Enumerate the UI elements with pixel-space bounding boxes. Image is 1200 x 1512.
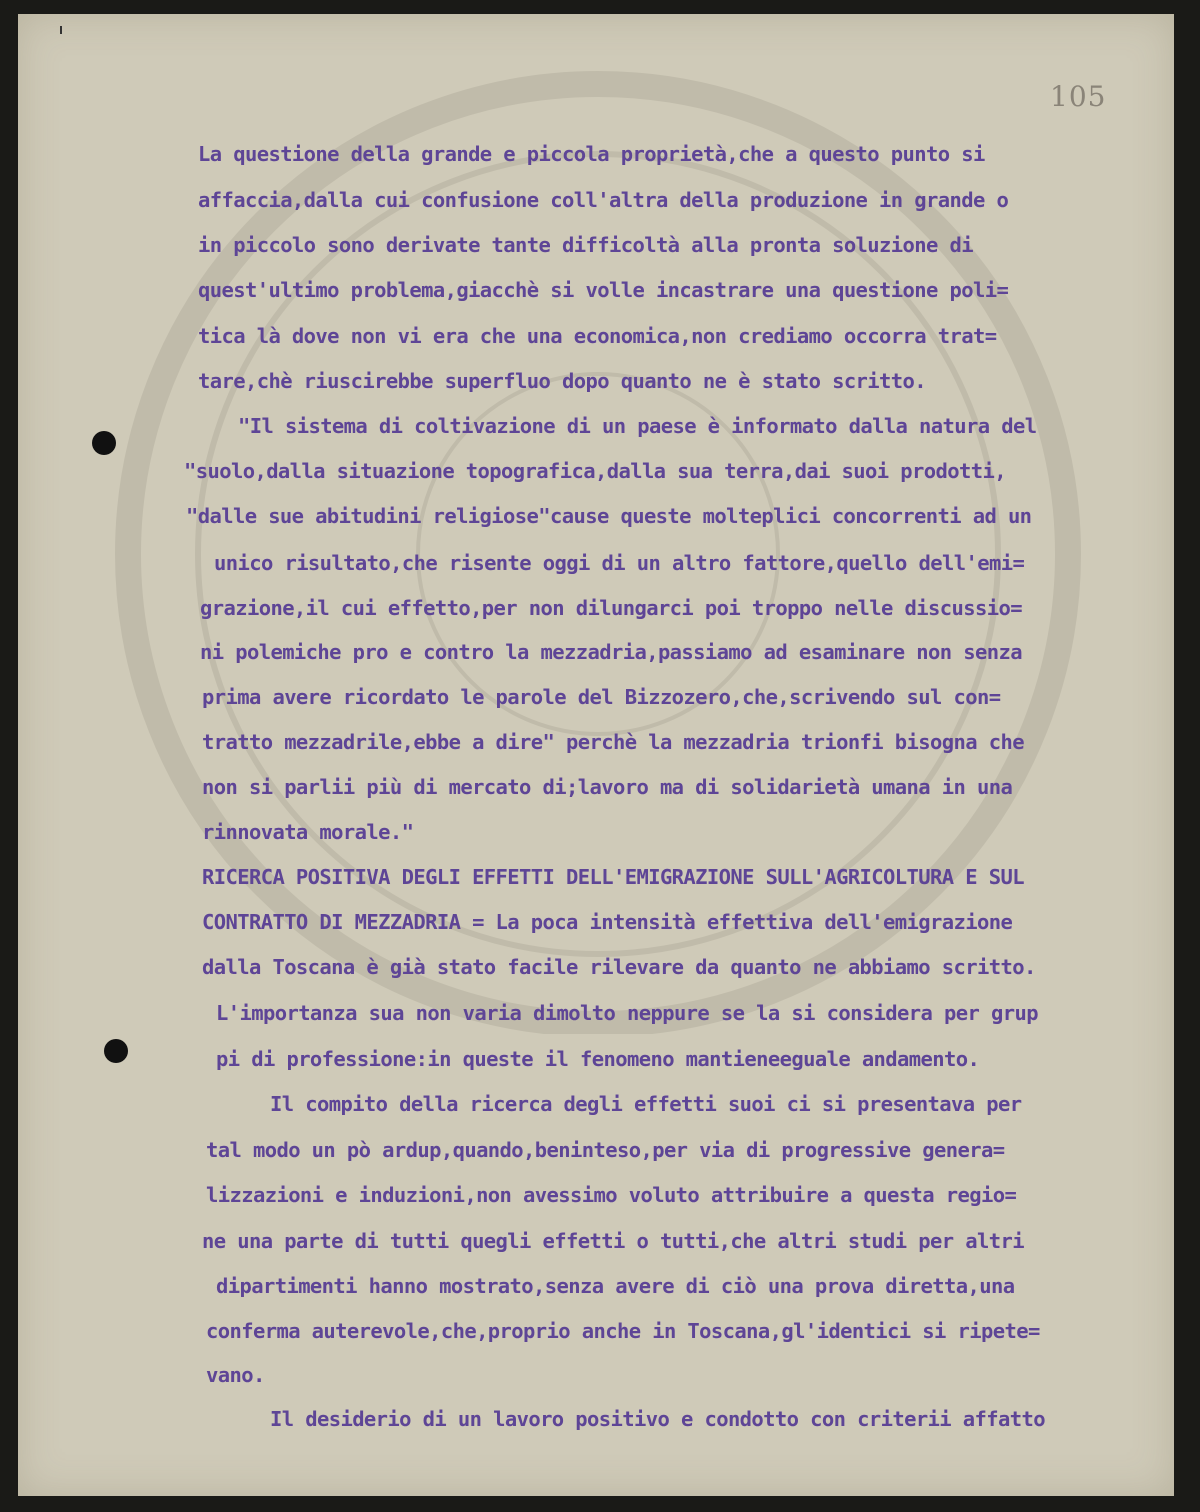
text-line: lizzazioni e induzioni,non avessimo voluto attribuire a questa regio= xyxy=(206,1183,1017,1207)
text-line: unico risultato,che risente oggi di un altro fattore,quello dell'emi= xyxy=(214,551,1025,575)
text-line: "suolo,dalla situazione topografica,dalla sua terra,dai suoi prodotti, xyxy=(184,459,1006,483)
text-line: "Il sistema di coltivazione di un paese è informato dalla natura del xyxy=(238,414,1037,438)
text-line: Il desiderio di un lavoro positivo e condotto con criterii affatto xyxy=(270,1407,1045,1431)
text-line: L'importanza sua non varia dimolto neppure se la si considera per grup xyxy=(216,1001,1038,1025)
text-line: prima avere ricordato le parole del Bizzozero,che,scrivendo sul con= xyxy=(202,685,1001,709)
text-line: pi di professione:in queste il fenomeno mantieneeguale andamento. xyxy=(216,1047,980,1071)
punch-hole-bottom xyxy=(104,1039,128,1063)
text-line: grazione,il cui effetto,per non dilungarci poi troppo nelle discussio= xyxy=(200,596,1022,620)
text-line: dipartimenti hanno mostrato,senza avere di ciò una prova diretta,una xyxy=(216,1274,1015,1298)
text-line: tal modo un pò ardup,quando,beninteso,per via di progressive genera= xyxy=(206,1138,1005,1162)
text-line: quest'ultimo problema,giacchè si volle incastrare una questione poli= xyxy=(198,278,1009,302)
section-heading-line: RICERCA POSITIVA DEGLI EFFETTI DELL'EMIGRAZIONE SULL'AGRICOLTURA E SUL xyxy=(202,865,1024,889)
text-line: tica là dove non vi era che una economica,non crediamo occorra trat= xyxy=(198,324,997,348)
corner-mark xyxy=(60,26,62,34)
document-page xyxy=(18,14,1174,1496)
text-line: rinnovata morale." xyxy=(202,820,414,844)
text-line: conferma auterevole,che,proprio anche in Toscana,gl'identici si ripete= xyxy=(206,1319,1040,1343)
text-line: dalla Toscana è già stato facile rilevare da quanto ne abbiamo scritto. xyxy=(202,955,1036,979)
section-heading-line: CONTRATTO DI MEZZADRIA = La poca intensità effettiva dell'emigrazione xyxy=(202,910,1013,934)
text-line: non si parlii più di mercato di;lavoro ma di solidarietà umana in una xyxy=(202,775,1013,799)
text-line: vano. xyxy=(206,1363,265,1387)
text-line: La questione della grande e piccola proprietà,che a questo punto si xyxy=(198,142,985,166)
text-line: Il compito della ricerca degli effetti suoi ci si presentava per xyxy=(270,1092,1022,1116)
text-line: "dalle sue abitudini religiose"cause queste molteplici concorrenti ad un xyxy=(186,504,1032,528)
punch-hole-top xyxy=(92,431,116,455)
text-line: ne una parte di tutti quegli effetti o tutti,che altri studi per altri xyxy=(202,1229,1024,1253)
text-line: tare,chè riuscirebbe superfluo dopo quanto ne è stato scritto. xyxy=(198,369,927,393)
text-line: affaccia,dalla cui confusione coll'altra della produzione in grande o xyxy=(198,188,1009,212)
page-number: 105 xyxy=(1050,80,1107,113)
text-line: in piccolo sono derivate tante difficoltà alla pronta soluzione di xyxy=(198,233,973,257)
text-line: ni polemiche pro e contro la mezzadria,passiamo ad esaminare non senza xyxy=(200,640,1022,664)
text-line: tratto mezzadrile,ebbe a dire" perchè la mezzadria trionfi bisogna che xyxy=(202,730,1024,754)
